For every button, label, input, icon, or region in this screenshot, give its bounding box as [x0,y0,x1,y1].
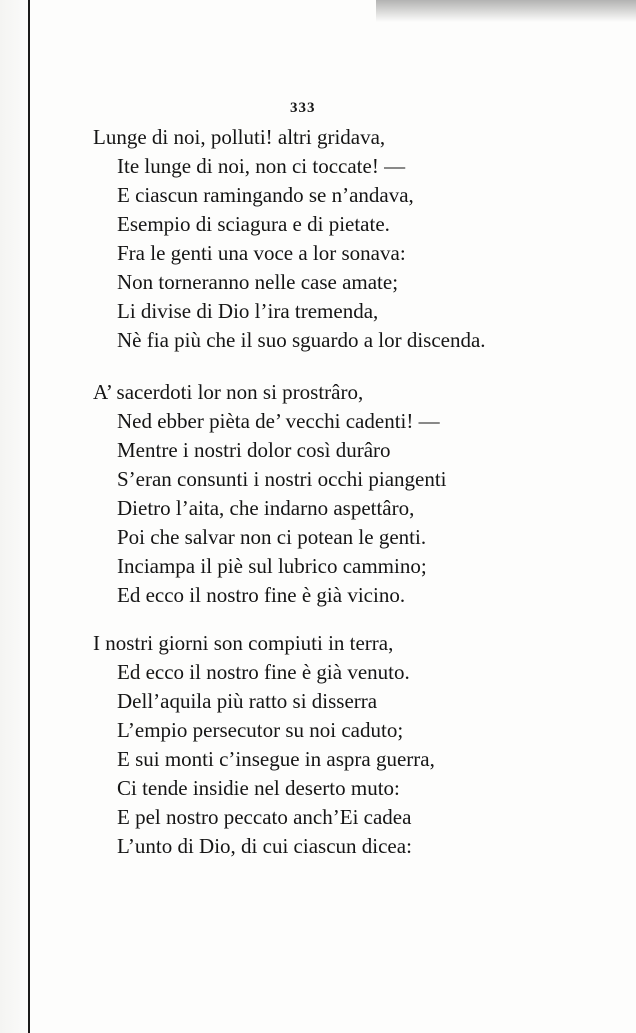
verse-line: Nè fia più che il suo sguardo a lor discenda. [117,328,486,352]
binding-edge-line [28,0,30,1033]
verse-line: L’unto di Dio, di cui ciascun dicea: [117,834,412,858]
verse-line: Ed ecco il nostro fine è già venuto. [117,660,410,684]
verse-line: A’ sacerdoti lor non si prostrâro, [93,380,364,404]
verse-line: Fra le genti una voce a lor sonava: [117,241,406,265]
page-number: 333 [290,100,316,116]
verse-line: Poi che salvar non ci potean le genti. [117,525,427,549]
verse-line: Dietro l’aita, che indarno aspettâro, [117,496,415,520]
verse-line: Ite lunge di noi, non ci toccate! — [117,154,406,178]
verse-line: Lunge di noi, polluti! altri gridava, [93,125,386,149]
verse-line: I nostri giorni son compiuti in terra, [93,631,394,655]
page-gutter [0,0,28,1033]
verse-line: Non torneranno nelle case amate; [117,270,399,294]
verse-line: Esempio di sciagura e di pietate. [117,212,390,236]
verse-line: E sui monti c’insegue in aspra guerra, [117,747,435,771]
verse-line: Ed ecco il nostro fine è già vicino. [117,583,406,607]
verse-line: E ciascun ramingando se n’andava, [117,183,414,207]
verse-line: Ci tende insidie nel deserto muto: [117,776,400,800]
verse-line: Dell’aquila più ratto si disserra [117,689,378,713]
verse-line: Mentre i nostri dolor così durâro [117,438,391,462]
verse-line: Inciampa il piè sul lubrico cammino; [117,554,427,578]
verse-line: S’eran consunti i nostri occhi piangenti [117,467,447,491]
verse-line: Li divise di Dio l’ira tremenda, [117,299,379,323]
scan-shadow [376,0,636,22]
verse-line: L’empio persecutor su noi caduto; [117,718,404,742]
verse-line: Ned ebber pièta de’ vecchi cadenti! — [117,409,440,433]
verse-line: E pel nostro peccato anch’Ei cadea [117,805,412,829]
